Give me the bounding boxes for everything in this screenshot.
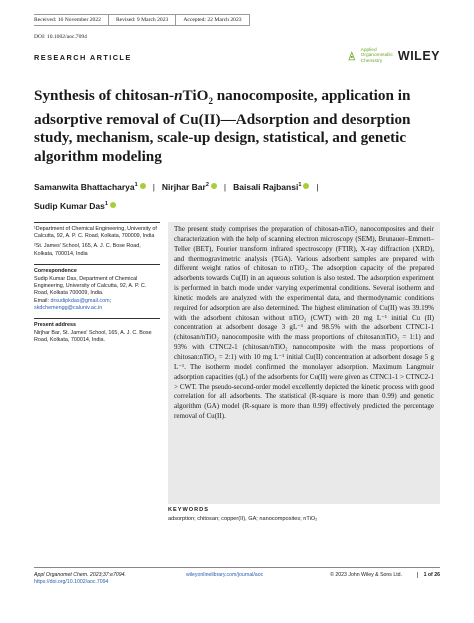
citation: Appl Organomet Chem. 2023;37:e7094. https://doi.org/10.1002/aoc.7094 — [34, 572, 126, 585]
affiliation: ¹Department of Chemical Engineering, University of Calcutta, 92, A. P. C. Road, Kolkata, 700009, India — [34, 226, 157, 240]
affiliation: ²St. James' School, 165, A. J. C. Bose Road, Kolkata, 700014, India — [34, 243, 141, 257]
abstract: The present study comprises the preparation of chitosan-nTiO₂ nanocomposites and their characterization with the help of scanning electron microscopy (SEM), Brunauer–Emmett–Teller (BET), Fourier transform infrared spectroscopy (FTIR), X-ray diffraction (XRD), and thermogravimetric analysis (TGA). Various adsorbent samples are prepared with different weight ratios of chitosan to nTiO₂. The adsorption capacity of the prepared adsorbents towards Cu(II) in an aqueous solution is also tested. The adsorption experiment is performed in batch mode under varying experimental conditions. Several isotherm and kinetic models are analyzed with the experimental data, and thermodynamic conditions required for adsorption are also determined. The highest elimination of Cu(II) was 39.19% with the adsorbent chitosan without nTiO₂ (CWT) with 20 mg L⁻¹ initial Cu (II) concentration at adsorbent dosage 3 gL⁻¹ and 98.5% with the adsorbent CTNC1-1 (chitosan/nTiO₂ nanocomposite with the mass proportions of chitosan:nTiO₂ = 1:1) and 93% with CTNC2-1 (chitosan/nTiO₂ nanocomposite with the mass proportions of chitosan:nTiO₂ = 2:1) with 10 mg L⁻¹ initial Cu(II) concentration at adsorbent dosage 5 g L⁻¹. The isotherm model confirmed the monolayer adsorption. Maximum Langmuir adsorption capacities (qL) of the adsorbents for Cu(II) were given as CTNC1-1 > CTNC2-1 > CWT. The pseudo-second-order model excellently depicted the kinetic process with good correlation for all adsorbents. The statistical (R-square is more than 0.99) and genetic algorithm (GA) model (R-square is more than 0.99) effectively predicted the percentage removal of Cu(II). — [168, 222, 440, 504]
journal-name: Applied Organometallic Chemistry — [360, 48, 393, 64]
journal-url[interactable]: wileyonlinelibrary.com/journal/aoc — [186, 572, 264, 578]
present-address-heading: Present address — [34, 322, 76, 329]
author-name[interactable]: Sudip Kumar Das — [34, 200, 105, 211]
page-number: 1 of 26 — [417, 572, 440, 579]
keywords-heading: KEYWORDS — [168, 507, 209, 513]
keywords — [168, 507, 440, 522]
orcid-icon[interactable] — [303, 183, 309, 189]
correspondence-heading: Correspondence — [34, 267, 77, 274]
received-date: Received: 16 November 2022 — [34, 14, 108, 26]
orcid-icon[interactable] — [140, 183, 146, 189]
email-link[interactable]: skdchemengg@caluniv.ac.in — [34, 304, 103, 311]
orcid-icon[interactable] — [110, 202, 116, 208]
article-type: RESEARCH ARTICLE — [34, 53, 132, 62]
correspondence-body: Sudip Kumar Das, Department of Chemical Engineering, University of Calcutta, 92, A. P. C. Road, Kolkata 700009, India. — [34, 276, 147, 297]
publisher-logo: WILEY — [397, 49, 440, 63]
revised-date: Revised: 9 March 2023 — [108, 14, 175, 26]
author-name[interactable]: Samanwita Bhattacharya — [34, 181, 135, 192]
affiliations — [34, 222, 160, 258]
orcid-icon[interactable] — [211, 183, 217, 189]
doi[interactable]: DOI: 10.1002/aoc.7094 — [34, 34, 87, 40]
present-address — [34, 318, 160, 345]
author-list: Samanwita Bhattacharya$^1$ | Nirjhar Bar$^2$ | Baisali Rajbansi$^1$ | Sudip Kumar Das$^1$ — [34, 181, 319, 211]
accepted-date: Accepted: 22 March 2023 — [175, 14, 249, 26]
publication-dates — [34, 9, 440, 31]
copyright: © 2023 John Wiley & Sons Ltd. — [330, 572, 402, 578]
article-title: Synthesis of chitosan-nTiO$_2$ nanocomposite, application in adsorptive removal of Cu(II)—Adsorption and desorption study, mechanism, scale-up design, statistical, and genetic algorithm modeling — [34, 87, 411, 165]
present-address-body: Nirjhar Bar, St. James' School, 165, A. J. C. Bose Road, Kolkata, 700014, India. — [34, 330, 152, 344]
email-link[interactable]: drsudipkdas@gmail.com — [50, 297, 110, 304]
author-name[interactable]: Baisali Rajbansi — [233, 181, 299, 192]
page-footer — [34, 567, 440, 585]
keywords-list: adsorption; chitosan; copper(II), GA; nanocomposites; nTiO₂ — [168, 516, 318, 522]
journal-logo — [348, 44, 440, 68]
correspondence — [34, 264, 160, 312]
journal-logo-icon — [348, 47, 356, 65]
author-info-column — [34, 222, 160, 351]
correspondence-email: Email: drsudipkdas@gmail.com; — [34, 297, 112, 304]
citation-doi-link[interactable]: https://doi.org/10.1002/aoc.7094 — [34, 579, 109, 585]
author-name[interactable]: Nirjhar Bar — [161, 181, 206, 192]
